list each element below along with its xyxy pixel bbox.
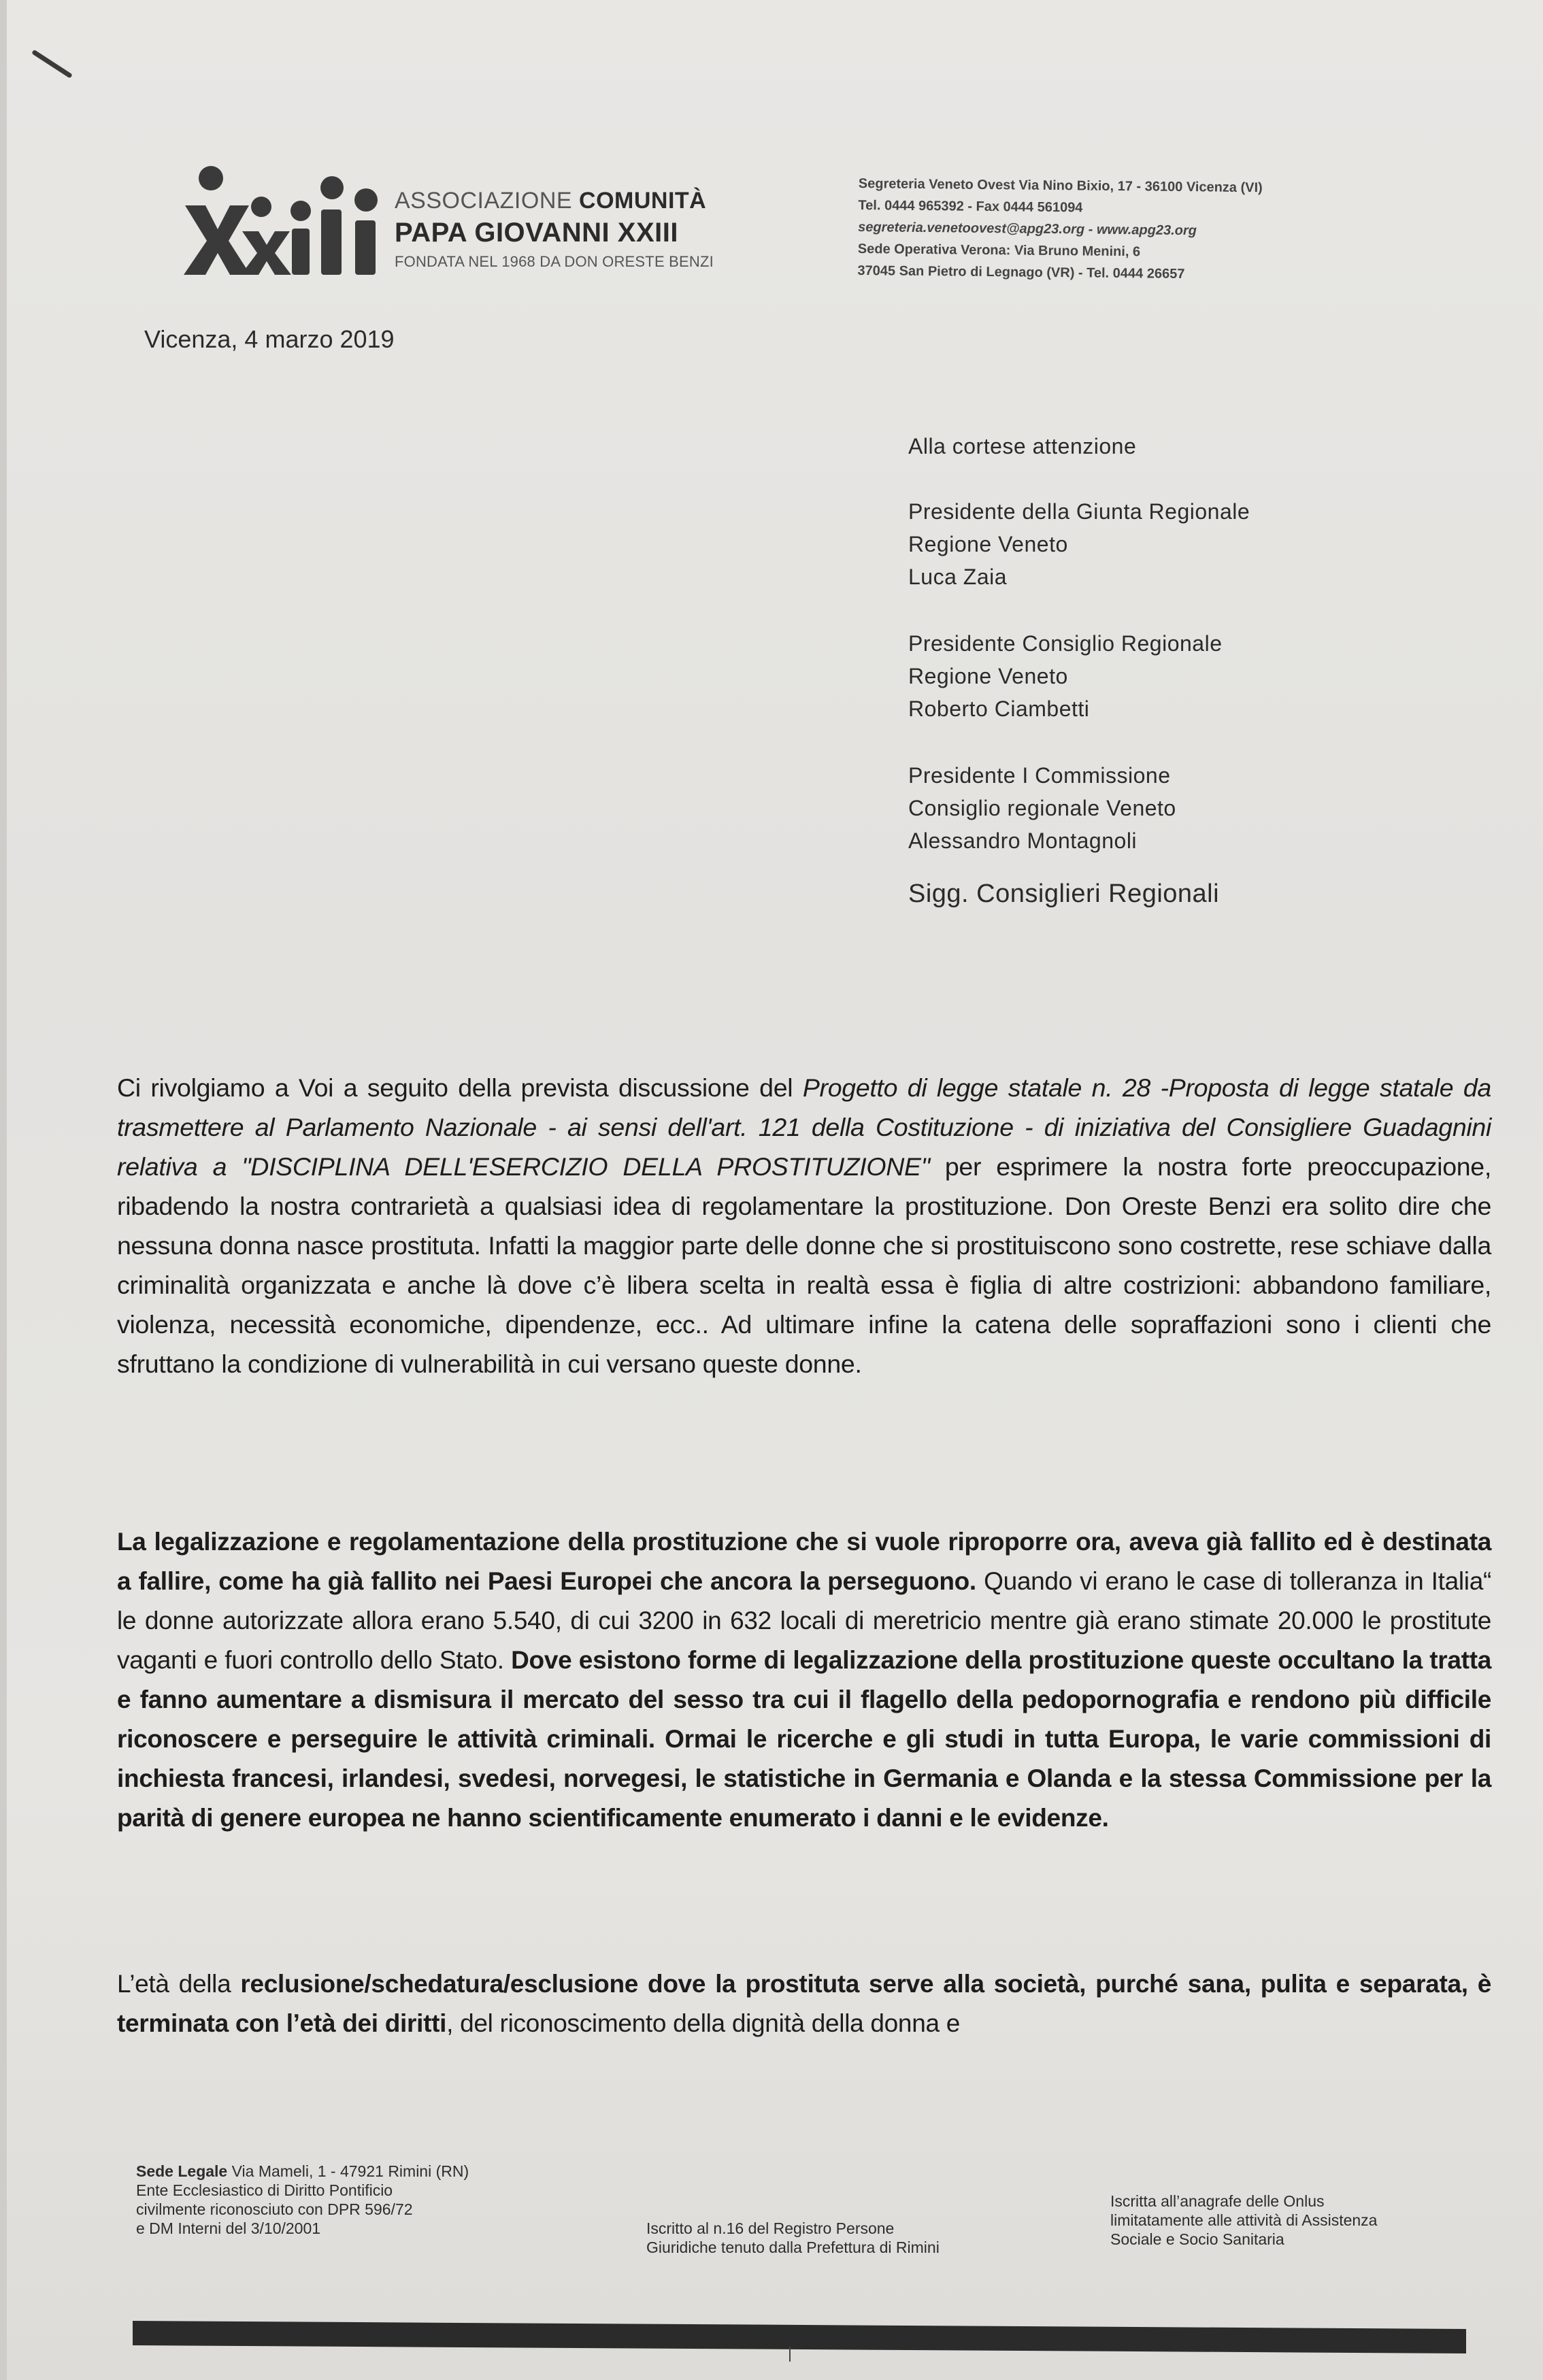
- p2-bold-evidence: Dove esistono forme di legalizzazione della prostituzione queste occultano la tratta e fanno aumentare a dismisura il mercato del sesso tra cui il flagello della pedopornografia e rendono più difficile riconoscere e perseguire le attività criminali. Ormai le ricerche e gli studi in tutta Europa, le varie commissioni di inchiesta francesi, irlandesi, svedesi, norvegesi, le statistiche in Germania e Olanda e la stessa Commissione per la parità di genere europea ne hanno scientificamente enumerato i danni e le evidenze.: [117, 1646, 1491, 1832]
- association-logo-icon: [178, 158, 396, 280]
- recipient-org: Regione Veneto: [908, 664, 1068, 688]
- recipient-commissione: [908, 759, 1250, 857]
- p1-bill-title: Progetto di legge statale n. 28 -Proposta di legge statale da trasmettere al Parlamento Nazionale - ai sensi dell'art. 121 della Costituzione - di iniziativa del Consigliere Guadagnini relativa a "DISCIPLINA DELL'ESERCIZIO DELLA PROSTITUZIONE": [117, 1073, 1491, 1181]
- org-name-line1: [395, 189, 714, 212]
- footer-legal-seat: [136, 2162, 469, 2238]
- contact-phone-fax: Tel. 0444 965392 - Fax 0444 561094: [858, 197, 1083, 216]
- footer-onlus: [1110, 2192, 1377, 2249]
- recipient-name: Roberto Ciambetti: [908, 697, 1090, 721]
- recipient-name: Alessandro Montagnoli: [908, 828, 1138, 853]
- footer-line: civilmente riconosciuto con DPR 596/72: [136, 2200, 413, 2218]
- org-name-line2: PAPA GIOVANNI XXIII: [395, 218, 678, 248]
- footer-legal-street: Via Mameli, 1 - 47921 Rimini (RN): [227, 2162, 469, 2180]
- p1-text-rest: per esprimere la nostra forte preoccupazione, ribadendo la nostra contrarietà a qualsiasi idea di regolamentare la prostituzione. Don Oreste Benzi era solito dire che nessuna donna nasce prostituta. Infatti la maggior parte delle donne che si prostituiscono sono costrette, rese schiave dalla criminalità organizzata e anche là dove c’è libera scelta in realtà essa è figlia di altre costrizioni: abbandono familiare, violenza, necessità economiche, dipendenze, ecc.. Ad ultimare infine la catena delle sopraffazioni sono i clienti che sfruttano la condizione di vulnerabilità in cui versano queste donne.: [117, 1152, 1491, 1378]
- footer-legal-label: Sede Legale: [136, 2162, 228, 2180]
- footer-line: Sociale e Socio Sanitaria: [1110, 2230, 1284, 2248]
- recipient-title: Presidente I Commissione: [908, 763, 1171, 788]
- footer-line: Ente Ecclesiastico di Diritto Pontificio: [136, 2181, 393, 2199]
- footer-bar-tick: [789, 2347, 791, 2362]
- recipient-org: Consiglio regionale Veneto: [908, 796, 1176, 820]
- footer-line: Iscritto al n.16 del Registro Persone: [646, 2219, 895, 2237]
- body-paragraph-3: [117, 1964, 1491, 2043]
- footer-registry: [646, 2219, 940, 2257]
- recipient-org: Regione Veneto: [908, 532, 1068, 556]
- p2-history: Quando vi erano le case di tolleranza in Italia“ le donne autorizzate allora erano 5.540, di cui 3200 in 632 locali di meretricio mentre già erano stimate 20.000 le prostitute vaganti e fuori controllo dello Stato.: [117, 1567, 1491, 1674]
- contact-address: Segreteria Veneto Ovest Via Nino Bixio, 17 - 36100 Vicenza (VI): [858, 175, 1263, 196]
- body-paragraph-1: [117, 1068, 1491, 1384]
- recipients-block: [908, 430, 1250, 910]
- p2-bold-intro: La legalizzazione e regolamentazione della prostituzione che si vuole riproporre ora, aveva già fallito ed è destinata a fallire, come ha già fallito nei Paesi Europei che ancora la perseguono.: [117, 1528, 1491, 1595]
- org-name-association: ASSOCIAZIONE: [395, 188, 573, 214]
- recipient-councillors: Sigg. Consiglieri Regionali: [908, 879, 1220, 908]
- recipient-consiglio: [908, 627, 1250, 725]
- xxiii-people-logo-icon: [178, 158, 396, 280]
- org-founded-line: FONDATA NEL 1968 DA DON ORESTE BENZI: [395, 253, 714, 270]
- contact-verona-office: Sede Operativa Verona: Via Bruno Menini, 6: [857, 241, 1141, 260]
- recipient-name: Luca Zaia: [908, 565, 1008, 589]
- footer-line: Giuridiche tenuto dalla Prefettura di Rimini: [646, 2239, 940, 2256]
- recipients-intro: Alla cortese attenzione: [908, 434, 1137, 458]
- contact-block: [857, 173, 1263, 286]
- footer-line: limitatamente alle attività di Assistenza: [1110, 2211, 1378, 2229]
- letter-date: Vicenza, 4 marzo 2019: [144, 325, 395, 353]
- org-name-community: COMUNITÀ: [579, 188, 707, 214]
- footer-line: e DM Interni del 3/10/2001: [136, 2219, 321, 2237]
- body-paragraph-2: [117, 1522, 1491, 1838]
- organization-name: [395, 189, 714, 269]
- p3-text-rest: , del riconoscimento della dignità della donna e: [446, 2009, 961, 2037]
- recipient-title: Presidente della Giunta Regionale: [908, 499, 1250, 524]
- recipient-title: Presidente Consiglio Regionale: [908, 631, 1223, 656]
- footer-legal-address: [136, 2162, 469, 2181]
- p3-text-intro: L’età della: [117, 1970, 241, 1998]
- contact-verona-address: 37045 San Pietro di Legnago (VR) - Tel. 0444 26657: [857, 263, 1185, 282]
- recipient-giunta: [908, 495, 1250, 593]
- contact-email-web: segreteria.venetoovest@apg23.org - www.apg23.org: [858, 219, 1197, 239]
- p3-bold-text: reclusione/schedatura/esclusione dove la prostituta serve alla società, purché sana, pulita e separata, è terminata con l’età dei diritti: [117, 1970, 1491, 2037]
- footer-line: Iscritta all’anagrafe delle Onlus: [1110, 2192, 1325, 2210]
- p1-text-intro: Ci rivolgiamo a Voi a seguito della prevista discussione del: [117, 1073, 803, 1102]
